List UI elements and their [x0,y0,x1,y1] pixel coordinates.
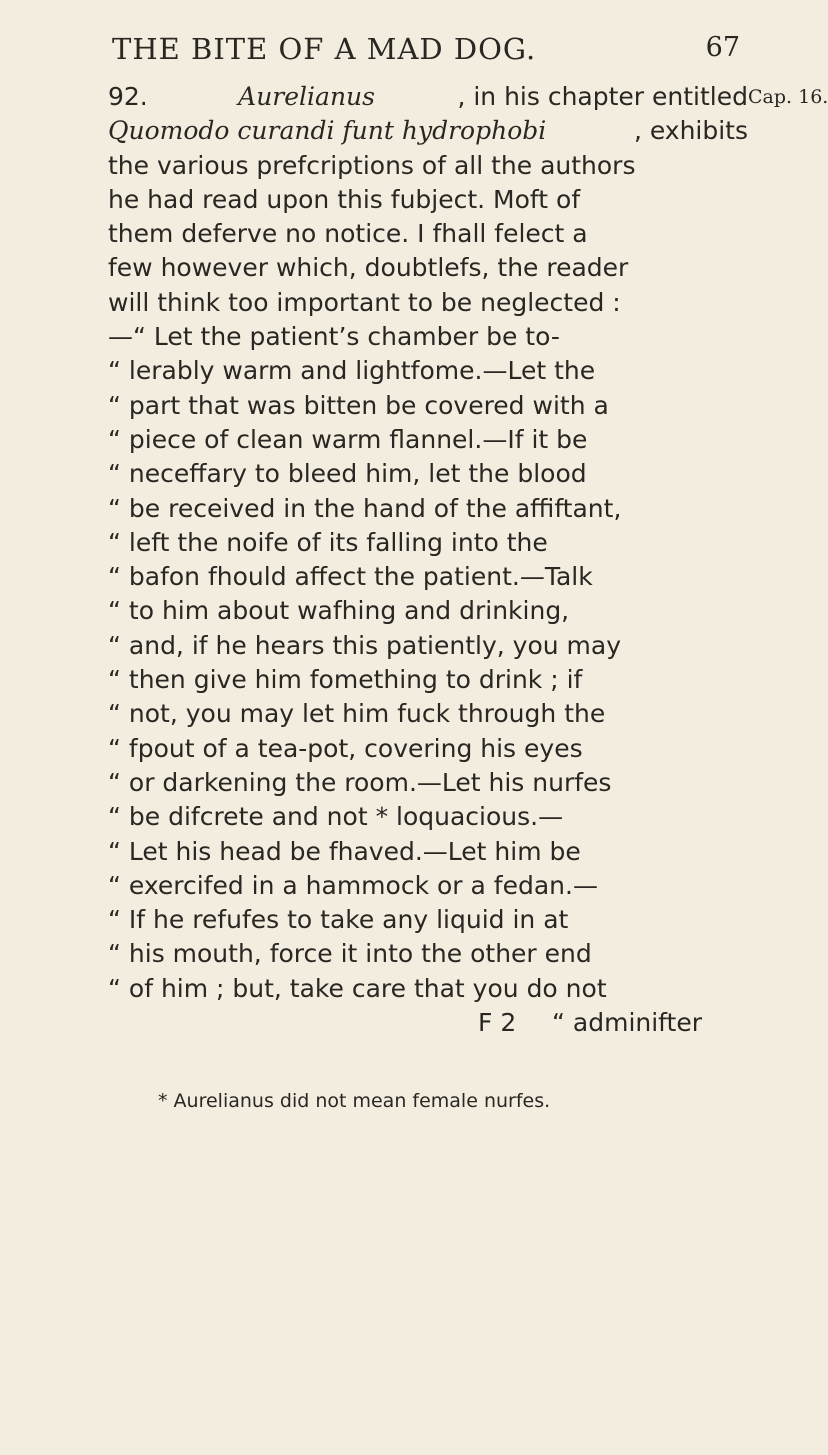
line-segment: “ If he refufes to take any liquid in at [108,905,569,935]
line-segment: “ his mouth, force it into the other end [108,939,592,969]
line-segment: “ exercifed in a hammock or a fedan.— [108,870,598,900]
text-line [108,766,748,800]
line-segment: “ lerably warm and lightfome.—Let the [108,356,596,386]
text-line [108,114,748,148]
text-line [108,389,748,423]
text-line [108,423,748,457]
line-segment: “ neceffary to bleed him, let the blood [108,459,587,489]
text-line [108,697,748,731]
text-line [108,217,748,251]
line-segment: will think too important to be neglected : [108,287,621,317]
signature-mark: F 2 [478,1008,517,1038]
line-segment: “ or darkening the room.—Let his nurfes [108,767,612,797]
line-segment: “ piece of clean warm flannel.—If it be [108,424,588,454]
body-text [108,80,748,1040]
author-name: Aurelianus [238,82,375,111]
line-segment: “ fpout of a tea-pot, covering his eyes [108,733,583,763]
page-header [112,32,740,82]
line-segment: , in his chapter entitled [457,82,748,111]
text-line [108,594,748,628]
line-segment: “ Let his head be fhaved.—Let him be [108,836,581,866]
line-segment: “ and, if he hears this patiently, you may [108,630,622,660]
text-line [108,732,748,766]
text-line [108,354,748,388]
line-segment: them deferve no notice. I fhall felect a [108,219,588,249]
line-segment: “ not, you may let him fuck through the [108,699,606,729]
text-line [108,457,748,491]
text-line [108,526,748,560]
page-number: 67 [705,32,740,63]
catchword: “ adminifter [552,1008,702,1038]
line-segment: “ be received in the hand of the affiftant, [108,493,622,523]
text-line [108,869,748,903]
line-segment: “ left the noife of its falling into the [108,527,548,557]
text-line [108,937,748,971]
line-segment: 92. [108,82,156,111]
text-line [108,972,748,1006]
line-segment: , exhibits [633,116,748,146]
line-segment: “ bafon fhould affect the patient.—Talk [108,562,593,592]
text-line [108,183,748,217]
text-line [108,251,748,285]
text-line [108,903,748,937]
running-head: THE BITE OF A MAD DOG. [112,32,537,66]
line-segment: “ of him ; but, take care that you do not [108,973,607,1003]
text-line [108,560,748,594]
line-segment: few however which, doubtlefs, the reader [108,253,629,283]
line-segment: “ to him about wafhing and drinking, [108,596,570,626]
line-segment: he had read upon this fubject. Moft of [108,184,581,214]
signature-line [108,1006,748,1040]
line-segment: “ be difcrete and not * loquacious.— [108,802,564,832]
line-segment: “ part that was bitten be covered with a [108,390,609,420]
text-line [108,629,748,663]
text-line [108,800,748,834]
text-line [108,320,748,354]
footnote: * Aurelianus did not mean female nurfes. [158,1090,551,1112]
line-segment: the various prefcriptions of all the authors [108,150,636,180]
margin-note: Cap. 16. [748,86,828,108]
line-segment: “ then give him fomething to drink ; if [108,665,583,695]
line-segment: —“ Let the patient’s chamber be to- [108,322,560,352]
text-line [108,286,748,320]
text-line [108,663,748,697]
text-line [108,835,748,869]
text-line [108,149,748,183]
chapter-title: Quomodo curandi funt hydrophobi [108,116,547,146]
text-line [108,492,748,526]
text-line [108,80,748,114]
